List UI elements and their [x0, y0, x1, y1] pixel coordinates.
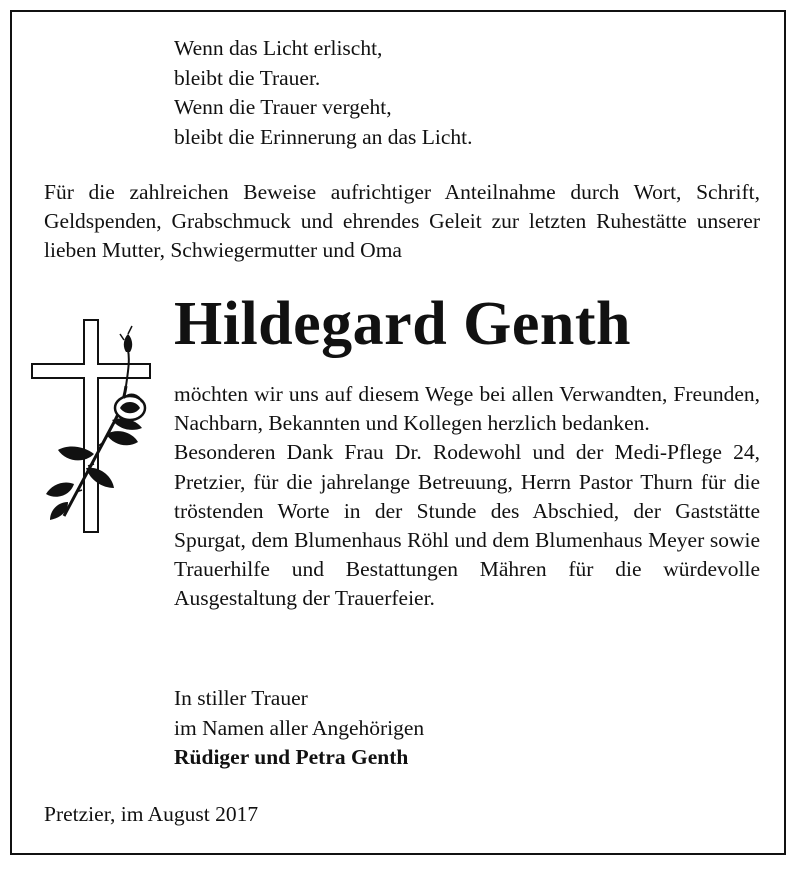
poem-line: bleibt die Erinnerung an das Licht.: [174, 124, 473, 149]
obituary-notice: [10, 10, 786, 855]
intro-paragraph: Für die zahlreichen Beweise aufrichtiger Anteilnahme durch Wort, Schrift, Geldspenden, Grabschmuck und ehrendes Geleit zur letzten Ruhestätte unserer lieben Mutter, Schwiegermutter und Oma: [44, 180, 760, 262]
poem-line: Wenn die Trauer vergeht,: [174, 95, 392, 119]
poem-line: bleibt die Trauer.: [174, 65, 321, 90]
body-text: [174, 380, 760, 614]
place-date: Pretzier, im August 2017: [44, 802, 259, 826]
deceased-name: Hildegard Genth: [174, 290, 632, 358]
cross-with-rose-icon: [28, 316, 158, 538]
closing: [174, 684, 424, 773]
special-thanks-paragraph: Besonderen Dank Frau Dr. Rodewohl und der Medi-Pflege 24, Pretzier, für die jahrelange Betreuung, Herrn Pastor Thurn für die tröstenden Worte in der Stunde des Abschied, der Gaststätte Spurgat, dem Blumenhaus Röhl und dem Blumenhaus Meyer sowie Trauerhilfe und Bestattungen Mähren für die würdevolle Ausgestaltung der Trauerfeier.: [174, 440, 760, 611]
closing-line: In stiller Trauer: [174, 686, 308, 710]
poem-line: Wenn das Licht erlischt,: [174, 36, 383, 60]
closing-line: im Namen aller Angehörigen: [174, 715, 425, 740]
poem: [174, 34, 473, 152]
signers: Rüdiger und Petra Genth: [174, 745, 409, 769]
thanks-paragraph: möchten wir uns auf diesem Wege bei allen Verwandten, Freunden, Nachbarn, Bekannten und Kollegen herzlich bedanken.: [174, 382, 760, 436]
